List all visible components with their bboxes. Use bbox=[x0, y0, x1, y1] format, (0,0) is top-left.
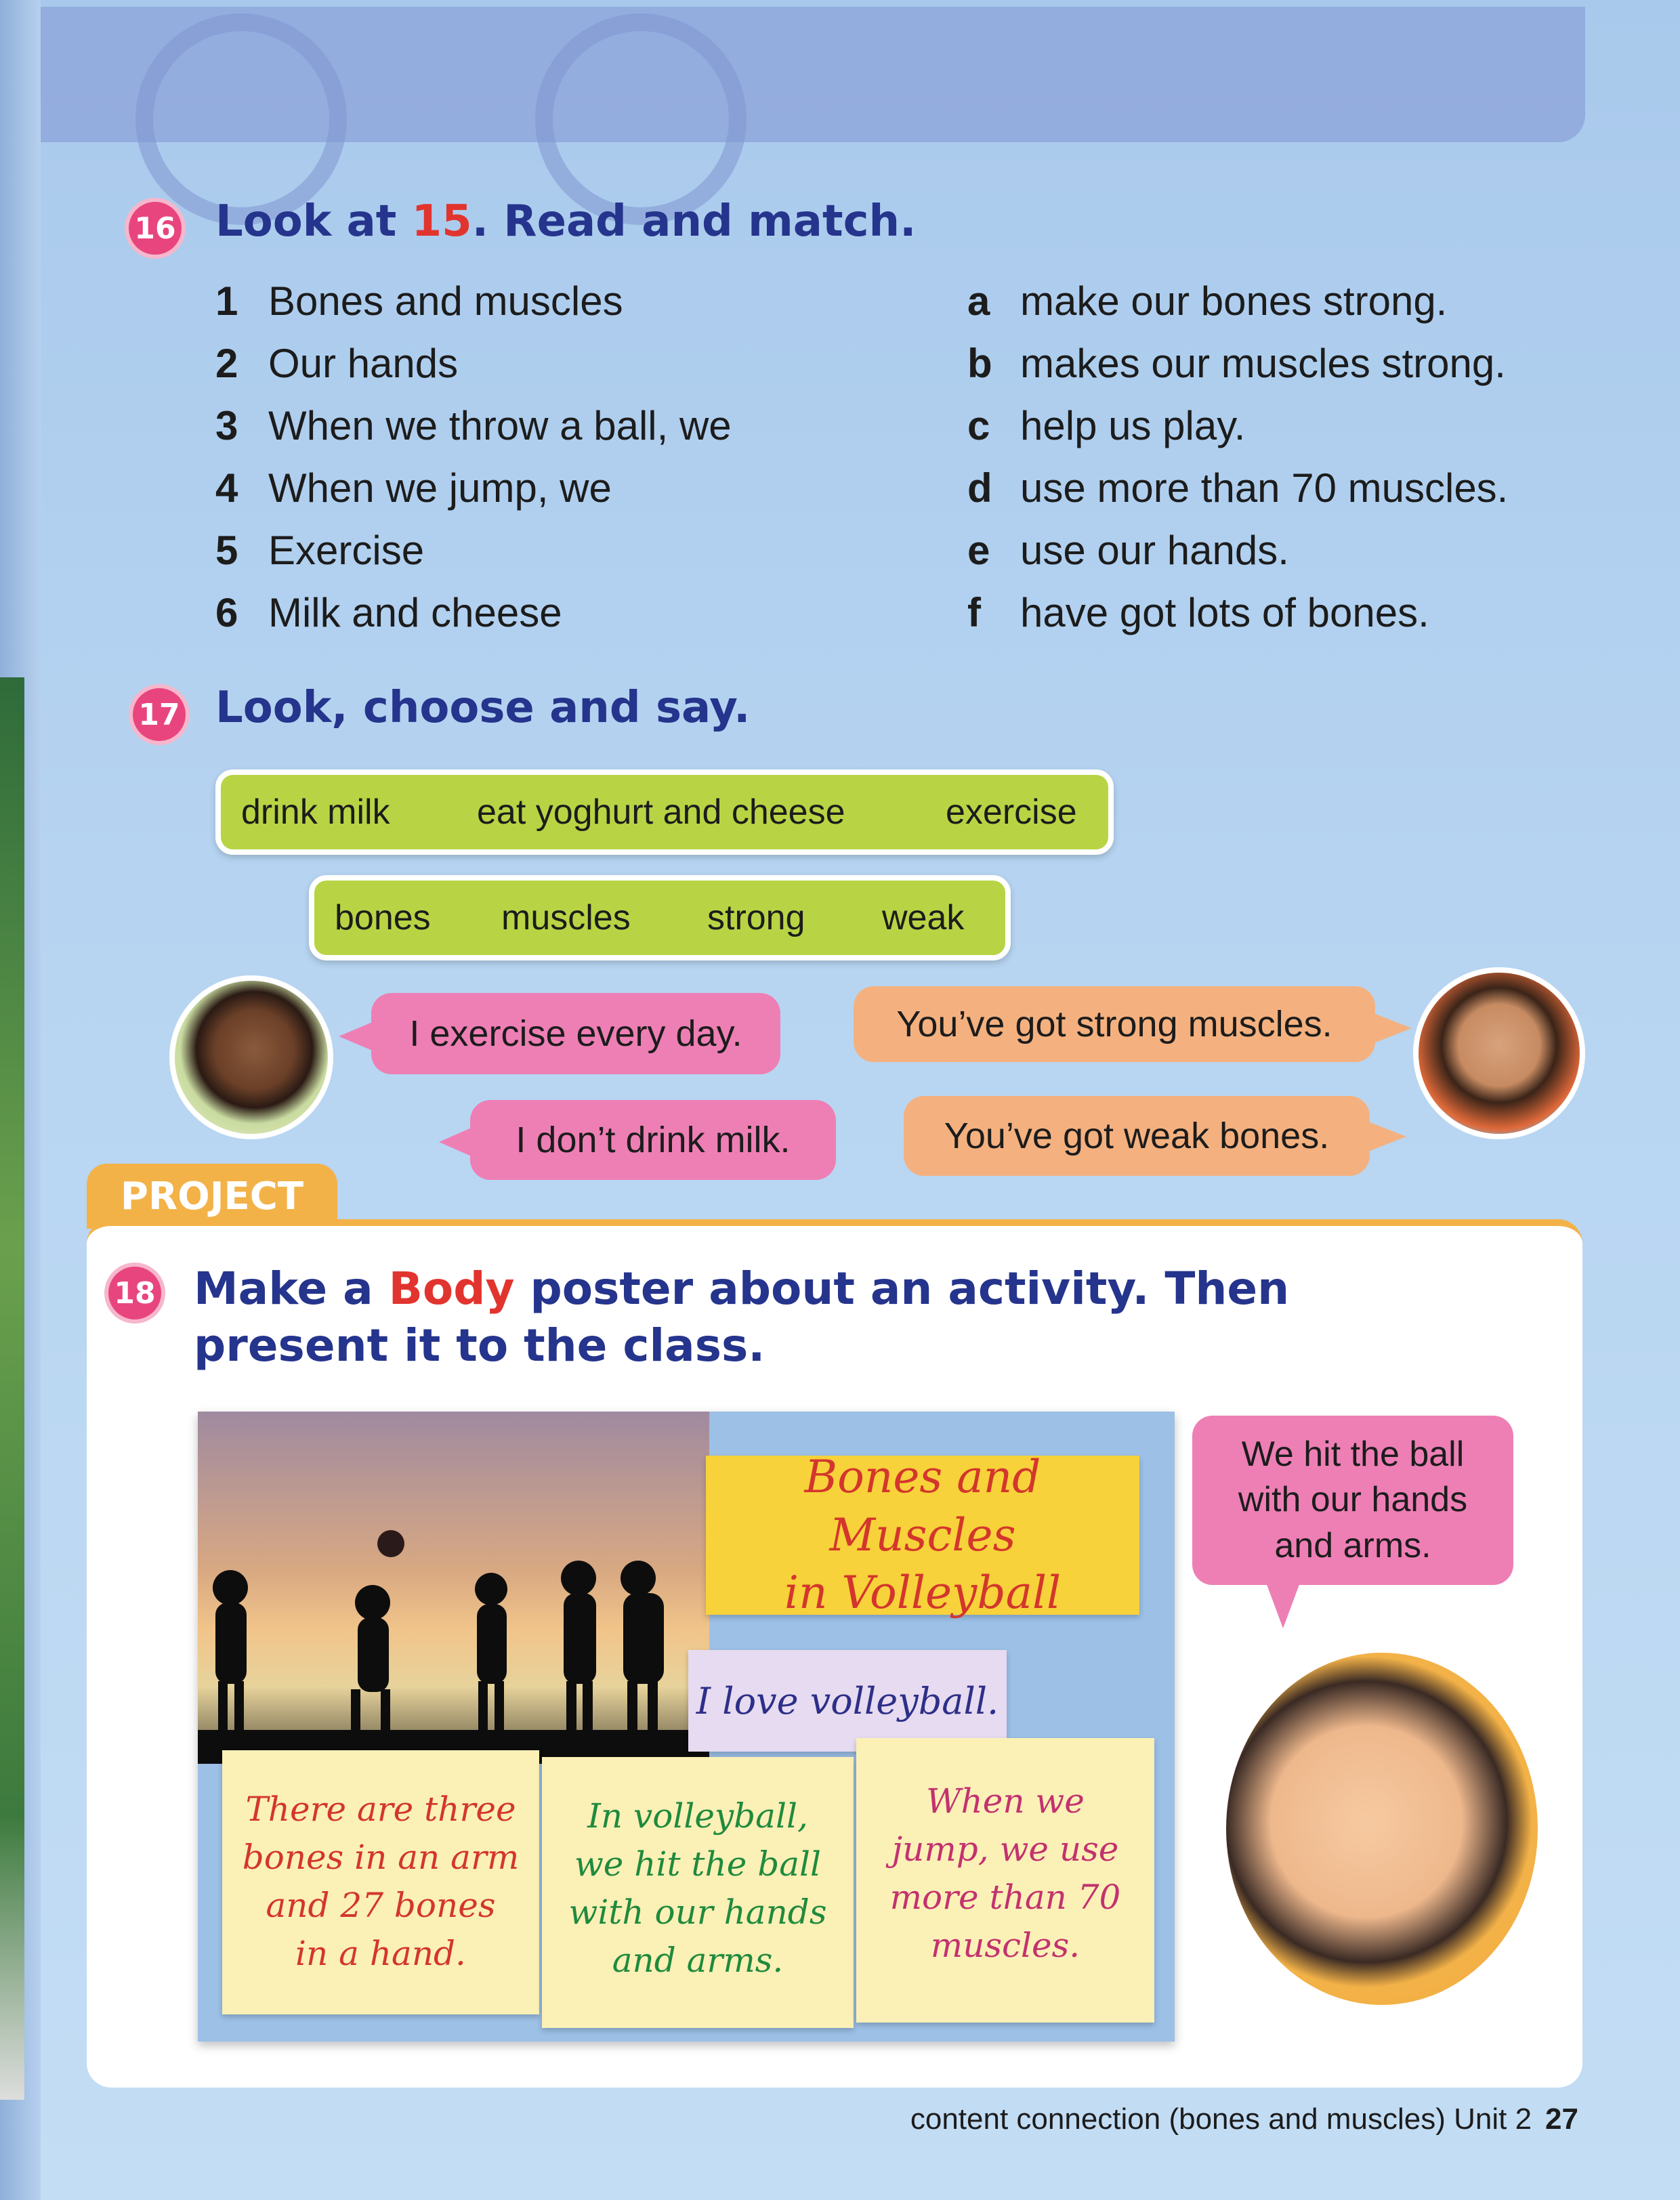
footer-text: content connection (bones and muscles) Unit 2 bbox=[910, 2102, 1532, 2136]
item-text: makes our muscles strong. bbox=[1020, 341, 1506, 386]
exercise-17-title: Look, choose and say. bbox=[215, 683, 751, 733]
exercise-16-title bbox=[215, 196, 916, 247]
bubble-tail bbox=[1368, 1122, 1406, 1151]
speech-bubble-boy-2 bbox=[904, 1096, 1370, 1176]
item-number: 3 bbox=[215, 403, 238, 448]
word-option: eat yoghurt and cheese bbox=[477, 792, 845, 832]
match-item bbox=[215, 589, 562, 636]
note-line: In volleyball, bbox=[587, 1796, 808, 1836]
page-footer bbox=[910, 2102, 1578, 2136]
title-ref: 15 bbox=[411, 196, 472, 247]
item-text: Bones and muscles bbox=[268, 278, 623, 324]
word-box-body bbox=[309, 875, 1011, 960]
item-letter: a bbox=[967, 278, 990, 324]
exercise-18-title bbox=[194, 1263, 1289, 1315]
item-number: 6 bbox=[215, 590, 238, 635]
match-item bbox=[215, 527, 424, 574]
word-option: exercise bbox=[946, 792, 1077, 832]
title-part: poster about an activity. Then bbox=[514, 1263, 1290, 1315]
item-letter: c bbox=[967, 403, 990, 448]
bubble-line: We hit the ball bbox=[1241, 1434, 1465, 1474]
bubble-line: with our hands bbox=[1238, 1480, 1468, 1520]
bubble-text: You’ve got weak bones. bbox=[944, 1116, 1330, 1156]
exercise-16-badge: 16 bbox=[129, 202, 182, 255]
project-tab: PROJECT bbox=[87, 1164, 337, 1229]
previous-page-edge bbox=[0, 677, 24, 2100]
exercise-17-badge: 17 bbox=[133, 688, 186, 741]
poster-note-jump-muscles bbox=[856, 1738, 1154, 2023]
item-text: use our hands. bbox=[1020, 528, 1289, 573]
title-highlight: Body bbox=[388, 1263, 515, 1315]
note-line: muscles. bbox=[930, 1926, 1080, 1965]
girl-avatar bbox=[169, 975, 333, 1139]
item-text: have got lots of bones. bbox=[1020, 590, 1429, 635]
bubble-text: I exercise every day. bbox=[409, 1013, 742, 1054]
word-option: strong bbox=[707, 898, 805, 937]
item-number: 4 bbox=[215, 465, 238, 511]
match-item bbox=[215, 340, 458, 387]
item-letter: e bbox=[967, 528, 990, 573]
item-text: When we throw a ball, we bbox=[268, 403, 732, 448]
boy-avatar bbox=[1413, 967, 1585, 1139]
bubble-tail bbox=[439, 1127, 473, 1157]
poster-title-line: Bones and Muscles bbox=[804, 1450, 1041, 1561]
bubble-tail bbox=[1374, 1013, 1412, 1043]
match-item bbox=[967, 527, 1289, 574]
bubble-tail bbox=[339, 1021, 374, 1051]
poster-title-line: in Volleyball bbox=[784, 1567, 1062, 1620]
note-line: in a hand. bbox=[295, 1934, 466, 1973]
speech-bubble-boy-1 bbox=[854, 986, 1375, 1062]
word-option: weak bbox=[882, 898, 965, 937]
item-number: 5 bbox=[215, 528, 238, 573]
title-part: Make a bbox=[194, 1263, 389, 1315]
poster-title bbox=[706, 1450, 1139, 1620]
exercise-18-title-line2: present it to the class. bbox=[194, 1319, 765, 1372]
globe-icon bbox=[135, 14, 347, 225]
item-text: Milk and cheese bbox=[268, 590, 562, 635]
note-line: with our hands bbox=[568, 1892, 827, 1932]
note-line: jump, we use bbox=[891, 1829, 1119, 1869]
item-number: 2 bbox=[215, 341, 238, 386]
match-item bbox=[215, 465, 612, 511]
item-text: help us play. bbox=[1020, 403, 1246, 448]
match-item bbox=[215, 278, 623, 324]
volleyball-silhouette-photo bbox=[198, 1412, 709, 1764]
item-letter: f bbox=[967, 590, 981, 635]
title-part: . Read and match. bbox=[471, 196, 917, 247]
bubble-line: and arms. bbox=[1274, 1525, 1431, 1565]
match-item bbox=[967, 278, 1447, 324]
note-line: we hit the ball bbox=[574, 1844, 822, 1884]
volleyball-poster bbox=[198, 1412, 1175, 2042]
match-item bbox=[215, 402, 732, 449]
globe-icon bbox=[535, 14, 747, 225]
note-line: bones in an arm bbox=[242, 1838, 520, 1877]
note-line: There are three bbox=[245, 1790, 516, 1829]
match-item bbox=[967, 465, 1508, 511]
page-number: 27 bbox=[1545, 2102, 1578, 2136]
word-box-actions bbox=[215, 769, 1114, 855]
match-item bbox=[967, 402, 1245, 449]
item-text: make our bones strong. bbox=[1020, 278, 1448, 324]
exercise-18-badge: 18 bbox=[108, 1267, 161, 1319]
smiling-girl-photo bbox=[1226, 1653, 1538, 2005]
speech-bubble-project bbox=[1192, 1416, 1513, 1585]
item-text: When we jump, we bbox=[268, 465, 612, 511]
bubble-text: You’ve got strong muscles. bbox=[896, 1004, 1332, 1044]
match-item bbox=[967, 340, 1506, 387]
item-number: 1 bbox=[215, 278, 238, 324]
bubble-text: I don’t drink milk. bbox=[516, 1120, 791, 1160]
speech-bubble-girl-2 bbox=[470, 1100, 836, 1180]
poster-subtitle: I love volleyball. bbox=[688, 1650, 1007, 1752]
word-option: muscles bbox=[501, 898, 631, 937]
note-line: When we bbox=[926, 1781, 1085, 1821]
note-line: and 27 bones bbox=[266, 1886, 496, 1925]
match-item bbox=[967, 589, 1429, 636]
note-line: and arms. bbox=[612, 1941, 784, 1980]
word-option: bones bbox=[335, 898, 431, 937]
note-line: more than 70 bbox=[889, 1878, 1121, 1917]
poster-note-volleyball bbox=[542, 1757, 854, 2028]
speech-bubble-girl-1 bbox=[371, 993, 780, 1074]
item-letter: b bbox=[967, 341, 992, 386]
item-letter: d bbox=[967, 465, 992, 511]
item-text: Exercise bbox=[268, 528, 425, 573]
bubble-tail bbox=[1265, 1581, 1301, 1628]
word-option: drink milk bbox=[241, 792, 390, 832]
item-text: use more than 70 muscles. bbox=[1020, 465, 1509, 511]
title-part: Look at bbox=[215, 196, 412, 247]
item-text: Our hands bbox=[268, 341, 459, 386]
children-silhouette-icon bbox=[198, 1412, 709, 1764]
poster-note-arm-bones bbox=[222, 1750, 539, 2014]
